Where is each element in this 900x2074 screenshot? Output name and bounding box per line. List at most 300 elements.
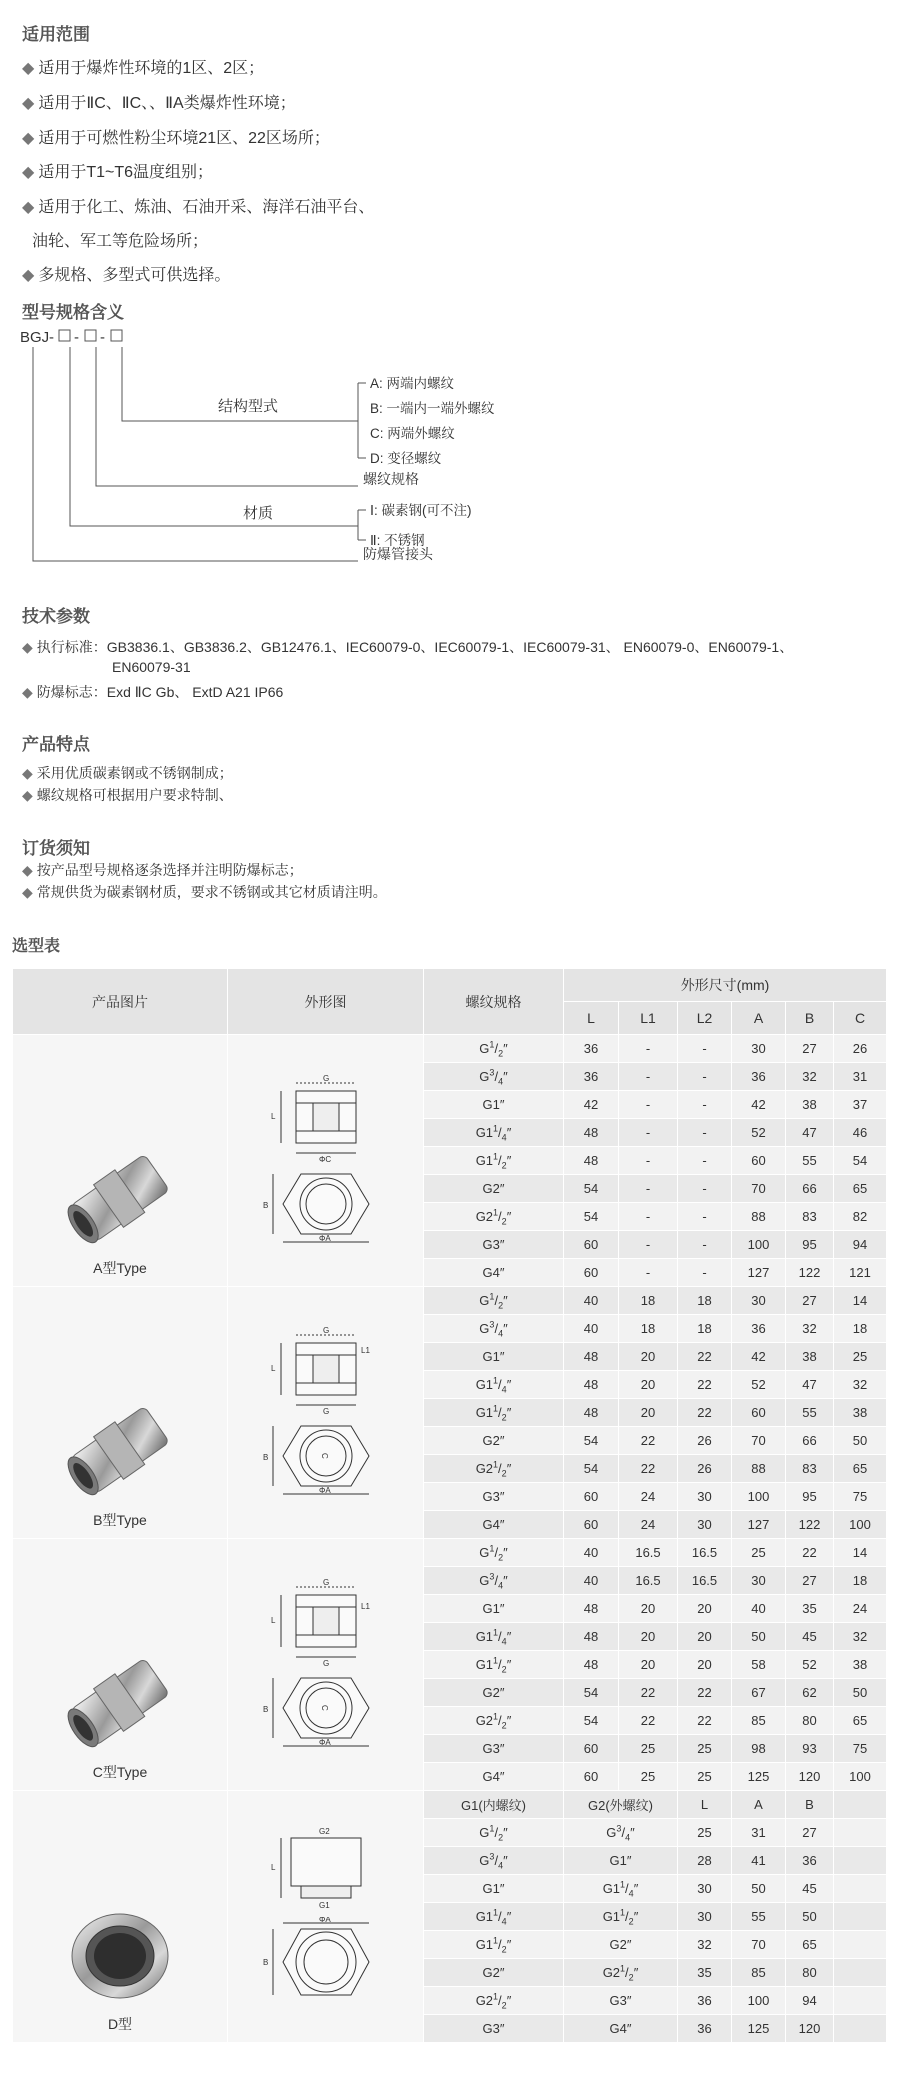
dim-cell: 18: [834, 1315, 887, 1343]
dim-cell: 27: [786, 1287, 834, 1315]
material-option: Ⅰ: 碳素钢(可不注): [370, 503, 472, 518]
dim-cell: 48: [564, 1343, 619, 1371]
dim-cell: 125: [732, 1763, 786, 1791]
dim-cell: 45: [786, 1875, 834, 1903]
thread-g1-cell: G3″: [424, 2015, 564, 2043]
dim-cell: 54: [564, 1679, 619, 1707]
dim-cell: 60: [732, 1399, 786, 1427]
dim-cell: 22: [678, 1343, 732, 1371]
thread-g2-cell: G3″: [564, 1987, 678, 2015]
dim-cell: 85: [732, 1959, 786, 1987]
thread-g2-cell: G4″: [564, 2015, 678, 2043]
thread-spec-cell: G2″: [424, 1679, 564, 1707]
selection-table: [12, 968, 887, 2043]
order-item: ◆ 常规供货为碳素钢材质，要求不锈钢或其它材质请注明。: [22, 884, 387, 900]
product-type-label: B型Type: [93, 1512, 147, 1528]
header-dims: 外形尺寸(mm): [564, 969, 887, 1002]
dim-cell: 26: [678, 1427, 732, 1455]
dim-cell: 36: [678, 2015, 732, 2043]
drawing-label-l1: L1: [360, 1345, 370, 1355]
header-drawing: 外形图: [228, 969, 424, 1035]
product-photo-cell: [13, 1035, 228, 1287]
thread-spec-cell: G3″: [424, 1735, 564, 1763]
code-box-material: [59, 330, 70, 341]
header-thread: 螺纹规格: [424, 969, 564, 1035]
dim-cell: 25: [678, 1819, 732, 1847]
drawing-label-l: L: [270, 1111, 275, 1121]
diamond-bullet-icon: ◆: [22, 862, 33, 878]
dim-cell: 42: [732, 1343, 786, 1371]
dim-cell: 120: [786, 1763, 834, 1791]
d-header-l: L: [678, 1791, 732, 1819]
dim-cell: -: [678, 1203, 732, 1231]
dim-cell: 50: [732, 1875, 786, 1903]
dim-cell: 66: [786, 1427, 834, 1455]
dim-cell: 125: [732, 2015, 786, 2043]
side-view-drawing: [251, 1325, 401, 1415]
dim-cell: 66: [786, 1175, 834, 1203]
d-header-g2: G2(外螺纹): [564, 1791, 678, 1819]
table-row: [13, 1539, 887, 1567]
thread-g1-cell: $G2^1/_2''$: [424, 1987, 564, 2015]
dim-cell: 60: [564, 1763, 619, 1791]
dim-cell: 24: [619, 1483, 678, 1511]
drawing-label-g2: G2: [318, 1826, 330, 1836]
dim-cell: 122: [786, 1511, 834, 1539]
dim-cell: 30: [732, 1287, 786, 1315]
scope-item: ◆ 多规格、多型式可供选择。: [22, 267, 231, 284]
dim-cell: 70: [732, 1175, 786, 1203]
dim-cell: 88: [732, 1203, 786, 1231]
dim-cell: 55: [786, 1147, 834, 1175]
diamond-bullet-icon: ◆: [22, 765, 33, 781]
product-photo-b: [50, 1390, 190, 1510]
dim-cell: 40: [564, 1287, 619, 1315]
dim-cell: 85: [732, 1707, 786, 1735]
table-row: [13, 1035, 887, 1063]
side-view-drawing: [251, 1824, 401, 1914]
thread-spec-cell: G3″: [424, 1231, 564, 1259]
dim-cell: 45: [786, 1623, 834, 1651]
thread-spec-cell: $G1^1/_2''$: [424, 1651, 564, 1679]
label-material: 材质: [243, 505, 274, 522]
header-col-a: A: [732, 1002, 786, 1035]
drawing-label-phi_a: ΦA: [318, 1916, 331, 1924]
drawing-label-l: L: [270, 1615, 275, 1625]
dim-cell: 54: [834, 1147, 887, 1175]
scope-title: 适用范围: [22, 25, 90, 44]
dim-cell: 127: [732, 1511, 786, 1539]
order-item: ◆ 按产品型号规格逐条选择并注明防爆标志；: [22, 862, 303, 878]
thread-spec-cell: G2″: [424, 1427, 564, 1455]
dim-cell: 18: [619, 1315, 678, 1343]
dim-cell: 30: [732, 1035, 786, 1063]
thread-spec-cell: G4″: [424, 1259, 564, 1287]
dim-cell: 42: [564, 1091, 619, 1119]
dim-cell: 65: [834, 1707, 887, 1735]
dim-cell: -: [619, 1147, 678, 1175]
feature-item: ◆ 螺纹规格可根据用户要求特制、: [22, 787, 233, 803]
header-col-l1: L1: [619, 1002, 678, 1035]
dim-cell: 48: [564, 1371, 619, 1399]
diamond-bullet-icon: ◆: [22, 787, 33, 803]
table-row: [13, 1287, 887, 1315]
dim-cell: 36: [732, 1315, 786, 1343]
drawing-label-phi_a: ΦA: [318, 1233, 331, 1243]
dim-cell: 65: [834, 1175, 887, 1203]
product-type-label: A型Type: [93, 1260, 147, 1276]
diamond-bullet-icon: ◆: [22, 684, 33, 700]
header-photo: 产品图片: [13, 969, 228, 1035]
svg-text:-: -: [100, 329, 105, 346]
product-photo-cell: [13, 1539, 228, 1791]
thread-spec-cell: $G2^1/_2''$: [424, 1455, 564, 1483]
dim-cell: 36: [786, 1847, 834, 1875]
dim-cell: 100: [834, 1511, 887, 1539]
dim-cell: 20: [678, 1651, 732, 1679]
thread-g1-cell: G2″: [424, 1959, 564, 1987]
thread-g2-cell: G1″: [564, 1847, 678, 1875]
side-view-drawing: [251, 1073, 401, 1163]
dim-cell: 16.5: [678, 1539, 732, 1567]
drawing-label-phi_a: ΦA: [318, 1737, 331, 1747]
end-view-drawing: [251, 1418, 401, 1498]
product-photo-cell: [13, 1287, 228, 1539]
dim-cell: 30: [732, 1567, 786, 1595]
end-view-drawing: [251, 1166, 401, 1246]
dim-cell: 22: [678, 1399, 732, 1427]
dim-cell: -: [619, 1091, 678, 1119]
order-title: 订货须知: [22, 839, 90, 858]
outline-drawing-cell: [228, 1539, 424, 1791]
dim-cell: 52: [732, 1119, 786, 1147]
thread-spec-cell: G1″: [424, 1595, 564, 1623]
dim-cell: 20: [619, 1399, 678, 1427]
end-view-drawing: [251, 1917, 401, 2007]
dim-cell: 83: [786, 1455, 834, 1483]
dim-cell: 26: [834, 1035, 887, 1063]
dim-cell: -: [619, 1175, 678, 1203]
dim-cell: -: [619, 1203, 678, 1231]
dim-cell: 54: [564, 1427, 619, 1455]
dim-cell: 26: [678, 1455, 732, 1483]
dim-cell: 32: [834, 1623, 887, 1651]
dim-cell: 40: [732, 1595, 786, 1623]
drawing-label-g: G: [322, 1577, 329, 1587]
dim-cell: 48: [564, 1623, 619, 1651]
thread-g1-cell: $G1^1/_4''$: [424, 1903, 564, 1931]
thread-spec-cell: G1″: [424, 1091, 564, 1119]
diamond-bullet-icon: ◆: [22, 639, 33, 655]
product-photo-d: [50, 1894, 190, 2014]
dim-cell: 48: [564, 1595, 619, 1623]
model-code-diagram: [18, 325, 538, 575]
dim-cell: 50: [732, 1623, 786, 1651]
dim-cell: 22: [619, 1707, 678, 1735]
dim-cell: 38: [834, 1651, 887, 1679]
dim-cell: -: [619, 1231, 678, 1259]
scope-item: ◆ 适用于化工、炼油、石油开采、海洋石油平台、: [22, 199, 375, 216]
product-photo-a: [50, 1138, 190, 1258]
dim-cell: 16.5: [619, 1539, 678, 1567]
dim-cell: 50: [786, 1903, 834, 1931]
thread-spec-cell: $G^1/_2''$: [424, 1287, 564, 1315]
dim-cell: 36: [678, 1987, 732, 2015]
label-product: 防爆管接头: [363, 546, 433, 562]
material-option: Ⅱ: 不锈钢: [370, 533, 425, 548]
dim-cell: 55: [786, 1399, 834, 1427]
dim-cell: 20: [619, 1651, 678, 1679]
dim-cell: 27: [786, 1035, 834, 1063]
model-code-prefix: BGJ: [20, 329, 50, 346]
outline-drawing-cell: [228, 1791, 424, 2043]
dim-cell: 41: [732, 1847, 786, 1875]
dim-cell: 36: [564, 1035, 619, 1063]
product-type-label: D型: [107, 2016, 133, 2032]
dim-cell: 22: [619, 1679, 678, 1707]
header-col-l: L: [564, 1002, 619, 1035]
dim-cell: 27: [786, 1819, 834, 1847]
scope-item: ◆ 适用于可燃性粉尘环境21区、22区场所；: [22, 130, 330, 147]
dim-cell: 47: [786, 1371, 834, 1399]
thread-g2-cell: G2″: [564, 1931, 678, 1959]
diamond-bullet-icon: ◆: [22, 60, 35, 77]
dim-cell: 94: [786, 1987, 834, 2015]
svg-text:-: -: [49, 329, 54, 346]
thread-spec-cell: $G1^1/_4''$: [424, 1623, 564, 1651]
thread-g2-cell: $G1^1/_2''$: [564, 1903, 678, 1931]
product-photo-cell: [13, 1791, 228, 2043]
dim-cell: 25: [678, 1735, 732, 1763]
label-thread: 螺纹规格: [363, 471, 419, 487]
dim-cell: 54: [564, 1455, 619, 1483]
thread-spec-cell: G4″: [424, 1511, 564, 1539]
features-title: 产品特点: [22, 735, 90, 754]
tech-standard-cont: EN60079-31: [112, 659, 191, 675]
dim-cell: 22: [678, 1371, 732, 1399]
diamond-bullet-icon: ◆: [22, 267, 35, 284]
thread-spec-cell: $G1^1/_2''$: [424, 1399, 564, 1427]
thread-g2-cell: $G2^1/_2''$: [564, 1959, 678, 1987]
product-type-label: C型Type: [92, 1764, 148, 1780]
dim-cell: 80: [786, 1707, 834, 1735]
dim-cell: 31: [834, 1063, 887, 1091]
dim-cell: 18: [678, 1315, 732, 1343]
thread-spec-cell: G2″: [424, 1175, 564, 1203]
d-header-a: A: [732, 1791, 786, 1819]
scope-item: 油轮、军工等危险场所；: [32, 233, 209, 250]
dim-cell: 60: [564, 1259, 619, 1287]
dim-cell: 31: [732, 1819, 786, 1847]
dim-cell: 38: [834, 1399, 887, 1427]
dim-cell: 25: [732, 1539, 786, 1567]
dim-cell: 32: [786, 1315, 834, 1343]
dim-cell: -: [678, 1147, 732, 1175]
scope-item: ◆ 适用于T1~T6温度组别；: [22, 164, 214, 181]
dim-cell: 67: [732, 1679, 786, 1707]
dim-cell: 38: [786, 1091, 834, 1119]
dim-cell: 100: [732, 1483, 786, 1511]
dim-cell: -: [678, 1091, 732, 1119]
dim-cell: 35: [678, 1959, 732, 1987]
dim-cell: 25: [678, 1763, 732, 1791]
dim-cell: 40: [564, 1539, 619, 1567]
dim-cell: 38: [786, 1343, 834, 1371]
dim-cell: 36: [564, 1063, 619, 1091]
dim-cell: 65: [786, 1931, 834, 1959]
outline-drawing-cell: [228, 1287, 424, 1539]
diamond-bullet-icon: ◆: [22, 130, 35, 147]
code-box-thread: [85, 330, 96, 341]
dim-cell: 36: [732, 1063, 786, 1091]
dim-cell: 40: [564, 1315, 619, 1343]
dim-cell: 32: [834, 1371, 887, 1399]
dim-cell: 48: [564, 1399, 619, 1427]
dim-cell: 37: [834, 1091, 887, 1119]
feature-item: ◆ 采用优质碳素钢或不锈钢制成；: [22, 765, 233, 781]
header-col-l2: L2: [678, 1002, 732, 1035]
d-header-g1: G1(内螺纹): [424, 1791, 564, 1819]
dim-cell: 32: [786, 1063, 834, 1091]
dim-cell: 18: [678, 1287, 732, 1315]
dim-cell: 46: [834, 1119, 887, 1147]
drawing-label-c: C: [319, 1452, 329, 1459]
dim-cell: 50: [834, 1427, 887, 1455]
diamond-bullet-icon: ◆: [22, 164, 35, 181]
dim-cell: 54: [564, 1707, 619, 1735]
dim-cell: 20: [619, 1371, 678, 1399]
dim-cell: 30: [678, 1511, 732, 1539]
dim-cell: 80: [786, 1959, 834, 1987]
selection-title: 选型表: [12, 938, 61, 955]
tech-mark: ◆ 防爆标志：Exd ⅡC Gb、 ExtD A21 IP66: [22, 684, 284, 700]
dim-cell: -: [619, 1119, 678, 1147]
dim-cell: 42: [732, 1091, 786, 1119]
dim-cell: 50: [834, 1679, 887, 1707]
dim-cell: -: [678, 1119, 732, 1147]
thread-spec-cell: G4″: [424, 1763, 564, 1791]
dim-cell: 52: [732, 1371, 786, 1399]
dim-cell: 52: [786, 1651, 834, 1679]
dim-cell: 60: [564, 1483, 619, 1511]
dim-cell: 83: [786, 1203, 834, 1231]
label-structure: 结构型式: [218, 398, 279, 415]
dim-cell: 127: [732, 1259, 786, 1287]
drawing-label-g: G: [322, 1073, 329, 1083]
thread-spec-cell: $G^1/_2''$: [424, 1539, 564, 1567]
structure-option: D: 变径螺纹: [370, 451, 442, 466]
dim-cell: 40: [564, 1567, 619, 1595]
dim-cell: 70: [732, 1931, 786, 1959]
drawing-label-l1: L1: [360, 1601, 370, 1611]
dim-cell: 28: [678, 1847, 732, 1875]
dim-cell: 122: [786, 1259, 834, 1287]
dim-cell: 62: [786, 1679, 834, 1707]
selection-body: [13, 1035, 887, 2043]
dim-cell: 75: [834, 1735, 887, 1763]
dim-cell: -: [678, 1035, 732, 1063]
drawing-label-g1: G1: [318, 1900, 330, 1910]
drawing-label-g: G: [322, 1325, 329, 1335]
product-photo-c: [50, 1642, 190, 1762]
dim-cell: -: [619, 1063, 678, 1091]
dim-cell: 22: [619, 1427, 678, 1455]
thread-spec-cell: $G^1/_2''$: [424, 1035, 564, 1063]
scope-item: ◆ 适用于爆炸性环境的1区、2区；: [22, 60, 265, 77]
tech-standard: ◆ 执行标准：GB3836.1、GB3836.2、GB12476.1、IEC60079-0、IEC60079-1、IEC60079-31、 EN60079-0、EN60079-1、: [22, 639, 794, 655]
drawing-label-l: L: [270, 1862, 275, 1872]
thread-spec-cell: $G^3/_4''$: [424, 1063, 564, 1091]
dim-cell: -: [619, 1259, 678, 1287]
diamond-bullet-icon: ◆: [22, 95, 35, 112]
dim-cell: 95: [786, 1231, 834, 1259]
dim-cell: 22: [786, 1539, 834, 1567]
dim-cell: 94: [834, 1231, 887, 1259]
dim-cell: 20: [678, 1595, 732, 1623]
dim-cell: 20: [678, 1623, 732, 1651]
dim-cell: 121: [834, 1259, 887, 1287]
dim-cell: 22: [678, 1679, 732, 1707]
dim-cell: 30: [678, 1903, 732, 1931]
dim-cell: 16.5: [678, 1567, 732, 1595]
dim-cell: 54: [564, 1175, 619, 1203]
thread-g1-cell: $G^1/_2''$: [424, 1819, 564, 1847]
thread-g1-cell: $G^3/_4''$: [424, 1847, 564, 1875]
thread-spec-cell: G1″: [424, 1343, 564, 1371]
dim-cell: 35: [786, 1595, 834, 1623]
thread-spec-cell: $G^3/_4''$: [424, 1567, 564, 1595]
thread-g2-cell: $G^3/_4''$: [564, 1819, 678, 1847]
dim-cell: 47: [786, 1119, 834, 1147]
dim-cell: 18: [619, 1287, 678, 1315]
thread-spec-cell: G3″: [424, 1483, 564, 1511]
outline-drawing-cell: [228, 1035, 424, 1287]
dim-cell: 55: [732, 1903, 786, 1931]
drawing-label-c: C: [319, 1704, 329, 1711]
structure-option: A: 两端内螺纹: [370, 376, 455, 391]
thread-spec-cell: $G1^1/_2''$: [424, 1147, 564, 1175]
dim-cell: 93: [786, 1735, 834, 1763]
drawing-label-b: B: [262, 1704, 268, 1714]
thread-g1-cell: G1″: [424, 1875, 564, 1903]
dim-cell: 16.5: [619, 1567, 678, 1595]
scope-item: ◆ 适用于ⅡC、ⅡC、、ⅡA类爆炸性环境；: [22, 95, 296, 112]
dim-cell: 60: [564, 1511, 619, 1539]
dim-cell: 30: [678, 1483, 732, 1511]
dim-cell: 20: [619, 1623, 678, 1651]
thread-spec-cell: $G^3/_4''$: [424, 1315, 564, 1343]
drawing-label-g: G: [322, 1406, 329, 1415]
dim-cell: 32: [678, 1931, 732, 1959]
drawing-label-b: B: [262, 1957, 268, 1967]
dim-cell: 120: [786, 2015, 834, 2043]
dim-cell: -: [678, 1063, 732, 1091]
dim-cell: 20: [619, 1343, 678, 1371]
dim-cell: 24: [834, 1595, 887, 1623]
dim-cell: 48: [564, 1651, 619, 1679]
code-box-structure: [111, 330, 122, 341]
thread-spec-cell: $G2^1/_2''$: [424, 1203, 564, 1231]
table-row-d-header: [13, 1791, 887, 1819]
tech-title: 技术参数: [22, 607, 90, 626]
dim-cell: -: [678, 1231, 732, 1259]
thread-spec-cell: $G1^1/_4''$: [424, 1119, 564, 1147]
header-col-c: C: [834, 1002, 887, 1035]
thread-g1-cell: $G1^1/_2''$: [424, 1931, 564, 1959]
dim-cell: 75: [834, 1483, 887, 1511]
drawing-label-phi_c: ΦC: [318, 1154, 331, 1163]
dim-cell: 54: [564, 1203, 619, 1231]
